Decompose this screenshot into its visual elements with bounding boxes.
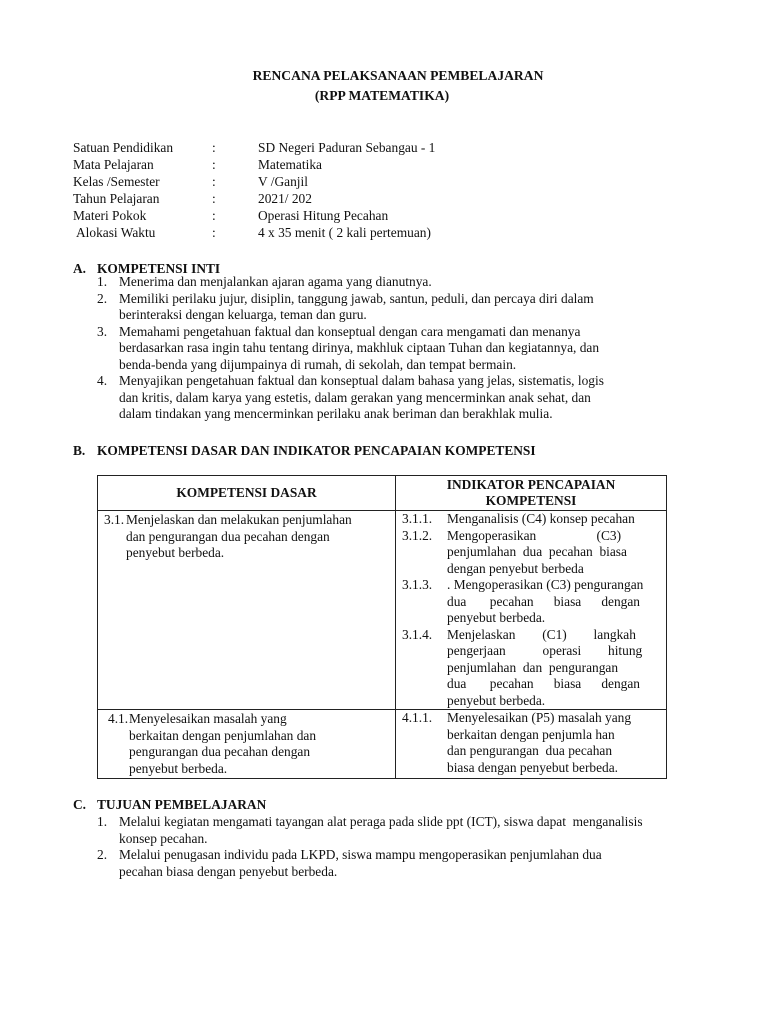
identity-value: V /Ganjil bbox=[258, 174, 308, 189]
item-line: dan kritis, dalam karya yang estetis, dalam gerakan yang mencerminkan anak sehat, dan bbox=[119, 389, 591, 405]
table-row bbox=[98, 511, 667, 710]
indicator-item bbox=[396, 710, 666, 776]
section-letter: C. bbox=[73, 797, 87, 812]
indicator-item bbox=[396, 577, 666, 627]
list-item bbox=[73, 373, 713, 423]
indicator-number: 3.1.1. bbox=[402, 511, 433, 526]
list-item bbox=[73, 274, 713, 291]
indicator-cell bbox=[396, 511, 667, 710]
document-subtitle: (RPP MATEMATIKA) bbox=[314, 88, 450, 103]
indicator-line: Mengoperasikan (C3) bbox=[447, 527, 622, 543]
indicator-item bbox=[396, 627, 666, 710]
identity-label: Kelas /Semester bbox=[73, 174, 160, 189]
list-item bbox=[73, 847, 733, 880]
header-indikator bbox=[396, 476, 667, 511]
identity-colon: : bbox=[212, 225, 216, 240]
indicator-line: dua pecahan biasa dengan bbox=[447, 593, 640, 609]
identity-colon: : bbox=[212, 174, 216, 189]
item-number: 1. bbox=[97, 274, 108, 289]
indicator-line: Menyelesaikan (P5) masalah yang bbox=[447, 710, 632, 725]
identity-value: 2021/ 202 bbox=[258, 191, 312, 206]
identity-label: Mata Pelajaran bbox=[73, 157, 154, 172]
section-letter: A. bbox=[73, 261, 87, 276]
section-title: KOMPETENSI DASAR DAN INDIKATOR PENCAPAIAN KOMPETENSI bbox=[97, 443, 536, 458]
indicator-item bbox=[396, 511, 666, 528]
item-line: Memahami pengetahuan faktual dan konseptual dengan cara mengamati dan menanya bbox=[119, 323, 581, 339]
indicator-line: berkaitan dengan penjumla han bbox=[447, 726, 615, 742]
item-line: berinteraksi dengan keluarga, teman dan guru. bbox=[119, 307, 367, 322]
item-line: konsep pecahan. bbox=[119, 830, 208, 846]
kd-number: 3.1. bbox=[104, 512, 125, 527]
indicator-line: Menjelaskan (C1) langkah bbox=[447, 626, 636, 642]
identity-colon: : bbox=[212, 157, 216, 172]
identity-colon: : bbox=[212, 140, 216, 155]
indicator-line: penjumlahan dua pecahan biasa bbox=[447, 544, 627, 559]
item-line: Melalui penugasan individu pada LKPD, siswa mampu mengoperasikan penjumlahan dua bbox=[119, 847, 602, 862]
item-line: Memiliki perilaku jujur, disiplin, tanggung jawab, santun, peduli, dan percaya diri dalam bbox=[119, 290, 594, 306]
item-number: 2. bbox=[97, 290, 108, 306]
indicator-line: dengan penyebut berbeda bbox=[447, 560, 584, 576]
indicator-number: 3.1.2. bbox=[402, 527, 433, 543]
kd-line: penyebut berbeda. bbox=[129, 760, 228, 776]
kd-cell bbox=[98, 710, 396, 779]
item-number: 3. bbox=[97, 323, 108, 339]
kd-line: penyebut berbeda. bbox=[126, 545, 225, 560]
kd-line: Menjelaskan dan melakukan penjumlahan bbox=[126, 512, 352, 527]
indicator-number: 4.1.1. bbox=[402, 710, 433, 725]
tujuan-list bbox=[73, 814, 733, 880]
identity-value: Operasi Hitung Pecahan bbox=[258, 208, 389, 223]
identity-label: Tahun Pelajaran bbox=[73, 191, 160, 206]
kd-line: berkaitan dengan penjumlahan dan bbox=[129, 727, 317, 743]
document-title: RENCANA PELAKSANAAN PEMBELAJARAN bbox=[252, 68, 544, 83]
header-line: KOMPETENSI bbox=[485, 493, 577, 508]
item-line: Melalui kegiatan mengamati tayangan alat peraga pada slide ppt (ICT), siswa dapat menganalisis bbox=[119, 814, 643, 829]
indicator-line: dan pengurangan dua pecahan bbox=[447, 743, 613, 758]
indicator-line: dua pecahan biasa dengan bbox=[447, 676, 640, 691]
list-item bbox=[73, 324, 713, 374]
item-number: 2. bbox=[97, 847, 108, 862]
identity-label: Materi Pokok bbox=[73, 208, 147, 223]
table-header-row bbox=[98, 476, 667, 511]
kd-line: dan pengurangan dua pecahan dengan bbox=[126, 528, 330, 544]
item-line: dalam tindakan yang mencerminkan perilaku anak beriman dan berakhlak mulia. bbox=[119, 406, 553, 421]
kd-line: Menyelesaikan masalah yang bbox=[129, 711, 287, 726]
indicator-number: 3.1.4. bbox=[402, 626, 433, 642]
item-line: pecahan biasa dengan penyebut berbeda. bbox=[119, 863, 338, 879]
identity-value: SD Negeri Paduran Sebangau - 1 bbox=[258, 140, 436, 155]
identity-label: Satuan Pendidikan bbox=[73, 140, 174, 155]
kd-line: pengurangan dua pecahan dengan bbox=[129, 744, 311, 759]
indicator-line: Menganalisis (C4) konsep pecahan bbox=[447, 511, 635, 526]
header-line: INDIKATOR PENCAPAIAN bbox=[446, 476, 616, 492]
item-number: 1. bbox=[97, 814, 108, 829]
item-line: Menerima dan menjalankan ajaran agama yang dianutnya. bbox=[119, 274, 432, 289]
identity-colon: : bbox=[212, 191, 216, 206]
kd-number: 4.1. bbox=[108, 711, 129, 726]
identity-value: 4 x 35 menit ( 2 kali pertemuan) bbox=[258, 225, 431, 240]
list-item bbox=[73, 814, 733, 847]
section-letter: B. bbox=[73, 443, 86, 458]
table-row bbox=[98, 710, 667, 779]
kompetensi-inti-list bbox=[73, 274, 713, 423]
indicator-line: . Mengoperasikan (C3) pengurangan bbox=[447, 577, 644, 592]
indicator-line: penjumlahan dan pengurangan bbox=[447, 659, 619, 675]
identity-label: Alokasi Waktu bbox=[76, 225, 156, 240]
item-line: Menyajikan pengetahuan faktual dan konseptual dalam bahasa yang jelas, sistematis, logis bbox=[119, 373, 604, 388]
identity-value: Matematika bbox=[258, 157, 322, 172]
header-kompetensi-dasar: KOMPETENSI DASAR bbox=[98, 476, 396, 511]
list-item bbox=[73, 291, 713, 324]
indicator-line: penyebut berbeda. bbox=[447, 610, 546, 625]
section-title: TUJUAN PEMBELAJARAN bbox=[97, 797, 267, 812]
competency-table bbox=[97, 475, 667, 779]
indicator-item bbox=[396, 528, 666, 578]
item-line: berdasarkan rasa ingin tahu tentang dirinya, makhluk ciptaan Tuhan dan kegiatannya, dan bbox=[119, 340, 600, 355]
kd-cell bbox=[98, 511, 396, 710]
section-title: KOMPETENSI INTI bbox=[97, 261, 221, 276]
indicator-line: pengerjaan operasi hitung bbox=[447, 643, 643, 658]
indicator-line: biasa dengan penyebut berbeda. bbox=[447, 759, 619, 775]
indicator-cell bbox=[396, 710, 667, 779]
item-line: benda-benda yang dijumpainya di rumah, di sekolah, dan tempat bermain. bbox=[119, 356, 517, 372]
item-number: 4. bbox=[97, 373, 108, 388]
indicator-number: 3.1.3. bbox=[402, 577, 433, 592]
identity-colon: : bbox=[212, 208, 216, 223]
indicator-line: penyebut berbeda. bbox=[447, 692, 546, 708]
